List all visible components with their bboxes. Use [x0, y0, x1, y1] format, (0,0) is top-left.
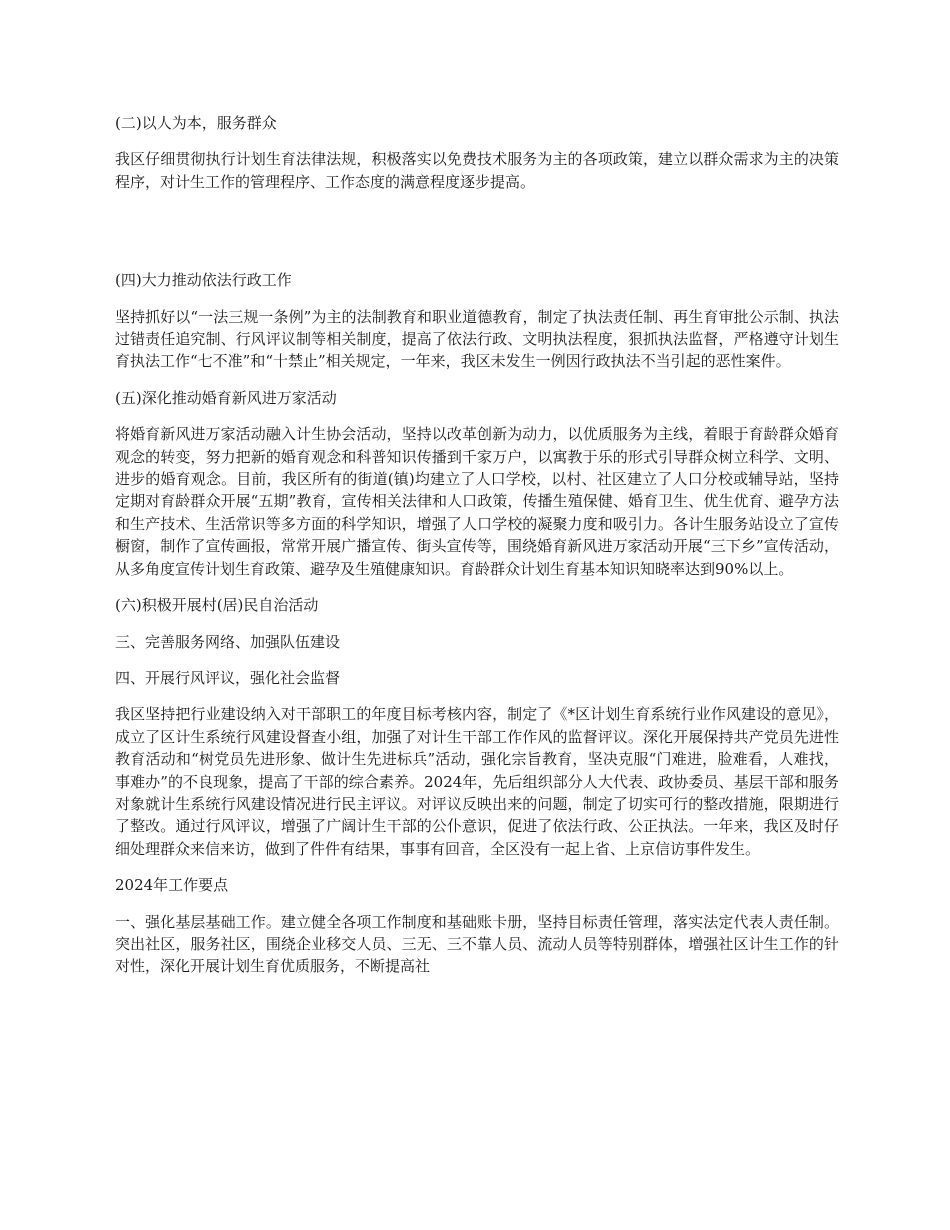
paragraph-work-plan-1: 一、强化基层基础工作。建立健全各项工作制度和基础账卡册，坚持目标责任管理，落实法定代表人责任制。突出社区，服务社区，围绕企业移交人员、三无、三不靠人员、流动人员等特别群体，增强社区计生工作的针对性，深化开展计划生育优质服务，不断提高社	[115, 912, 839, 976]
section-heading-5: (五)深化推动婚育新风进万家活动	[115, 388, 337, 407]
section-heading-2: (二)以人为本，服务群众	[115, 114, 277, 132]
document-page	[115, 112, 839, 978]
paragraph-4: 坚持抓好以“一法三规一条例”为主的法制教育和职业道德教育，制定了执法责任制、再生育审批公示制、执法过错责任追究制、行风评议制等相关制度，提高了依法行政、文明执法程度，狠抓执法监督，严格遵守计划生育执法工作“七不准”和“十禁止”相关规定，一年来，我区未发生一例因行政执法不当引起的恶性案件。	[115, 307, 839, 371]
paragraph-four: 我区坚持把行业建设纳入对干部职工的年度目标考核内容，制定了《*区计划生育系统行业作风建设的意见》，成立了区计生系统行风建设督查小组，加强了对计生干部工作作风的监督评议。深化开展保持共产党员先进性教育活动和“树党员先进形象、做计生先进标兵”活动，强化宗旨教育，坚决克服“门难进，脸难看，人难找，事难办”的不良现象，提高了干部的综合素养。2024年，先后组织部分人大代表、政协委员、基层干部和服务对象就计生系统行风建设情况进行民主评议。对评议反映出来的问题，制定了切实可行的整改措施，限期进行了整改。通过行风评议，增强了广阔计生干部的公仆意识，促进了依法行政、公正执法。一年来，我区及时仔细处理群众来信来访，做到了件件有结果，事事有回音，全区没有一起上省、上京信访事件发生。	[115, 705, 839, 858]
section-heading-four: 四、开展行风评议，强化社会监督	[115, 668, 341, 687]
section-heading-6: (六)积极开展村(居)民自治活动	[115, 596, 319, 615]
paragraph-2: 我区仔细贯彻执行计划生育法律法规，积极落实以免费技术服务为主的各项政策，建立以群众需求为主的决策程序，对计生工作的管理程序、工作态度的满意程度逐步提高。	[115, 150, 839, 191]
work-plan-heading: 2024年工作要点	[115, 876, 229, 895]
section-heading-three: 三、完善服务网络、加强队伍建设	[115, 632, 341, 651]
paragraph-5: 将婚育新风进万家活动融入计生协会活动，坚持以改革创新为动力，以优质服务为主线，着眼于育龄群众婚育观念的转变，努力把新的婚育观念和科普知识传播到千家万户，以寓教于乐的形式引导群众树立科学、文明、进步的婚育观念。目前，我区所有的街道(镇)均建立了人口学校，以村、社区建立了人口分校或辅导站，坚持定期对育龄群众开展“五期”教育，宣传相关法律和人口政策，传播生殖保健、婚育卫生、优生优育、避孕方法和生产技术、生活常识等多方面的科学知识，增强了人口学校的凝聚力度和吸引力。各计生服务站设立了宣传橱窗，制作了宣传画报，常常开展广播宣传、街头宣传等，围绕婚育新风进万家活动开展“三下乡”宣传活动，从多角度宣传计划生育政策、避孕及生殖健康知识。育龄群众计划生育基本知识知晓率达到90%以上。	[115, 425, 839, 578]
section-heading-4: (四)大力推动依法行政工作	[115, 271, 292, 290]
